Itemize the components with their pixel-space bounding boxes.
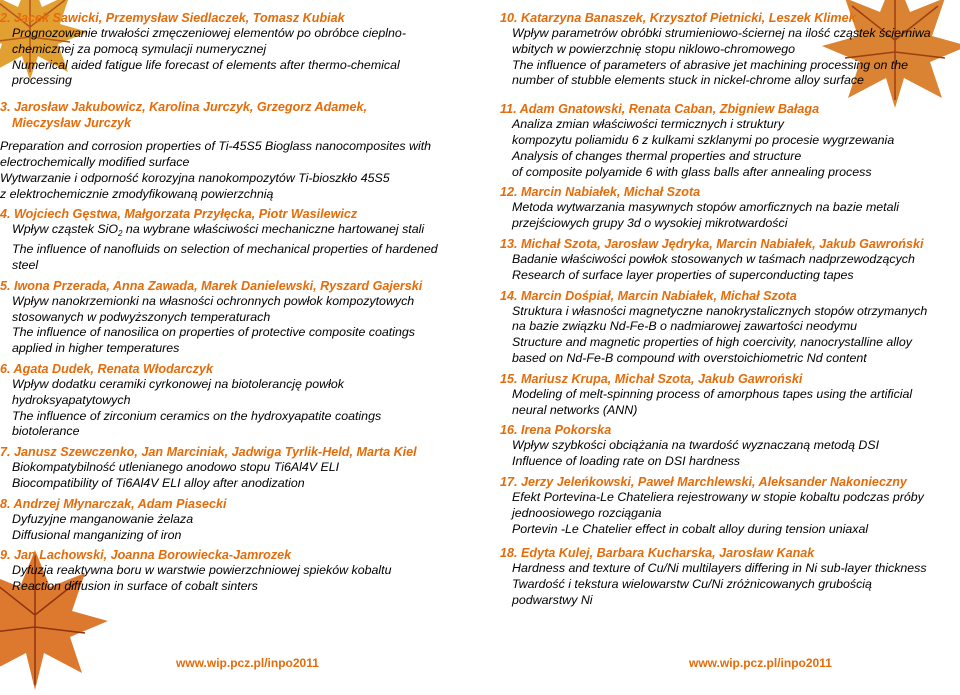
entry-header: 6. Agata Dudek, Renata Włodarczyk xyxy=(0,361,213,376)
entry-line: Analysis of changes thermal properties and structure xyxy=(512,148,802,163)
entry-9 xyxy=(0,547,476,595)
entry-5 xyxy=(0,278,476,357)
entry-line: na bazie związku Nd-Fe-B o nadmiarowej zawartości neodymu xyxy=(512,319,858,334)
footer-link-left[interactable]: www.wip.pcz.pl/inpo2011 xyxy=(176,656,319,670)
entry-2 xyxy=(0,10,476,89)
entry-line: Wpływ dodatku ceramiki cyrkonowej na biotolerancję powłok xyxy=(12,376,344,391)
entry-line: processing xyxy=(12,73,72,88)
entry-header: 9. Jan Lachowski, Joanna Borowiecka-Jamrozek xyxy=(0,548,292,563)
entry-line: Prognozowanie trwałości zmęczeniowej elementów po obróbce cieplno- xyxy=(12,26,406,40)
entry-header: 14. Marcin Dośpiał, Marcin Nabiałek, Michał Szota xyxy=(500,288,797,303)
entry-line: The influence of nanofluids on selection of mechanical properties of hardened xyxy=(12,242,438,257)
entry-line: wbitych w powierzchnię stopu niklowo-chromowego xyxy=(512,41,796,56)
entry-line: Numerical aided fatigue life forecast of elements after thermo-chemical xyxy=(12,57,400,72)
entry-line: Preparation and corrosion properties of Ti-45S5 Bioglass nanocomposites with xyxy=(0,139,432,154)
entry-13 xyxy=(500,236,952,284)
entry-line: hydroksyapatytowych xyxy=(12,392,131,407)
entry-header: 7. Janusz Szewczenko, Jan Marciniak, Jadwiga Tyrlik-Held, Marta Kiel xyxy=(0,445,417,460)
entry-line: Influence of loading rate on DSI hardness xyxy=(512,454,740,469)
entry-header: 15. Mariusz Krupa, Michał Szota, Jakub Gawroński xyxy=(500,371,803,386)
entry-line: z elektrochemicznie zmodyfikowaną powierzchnią xyxy=(0,186,274,201)
entry-header: 18. Edyta Kulej, Barbara Kucharska, Jarosław Kanak xyxy=(500,546,815,561)
entry-line: The influence of nanosilica on properties of protective composite coatings xyxy=(12,325,415,340)
entry-line: biotolerance xyxy=(12,424,80,439)
entry-line: Badanie właściwości powłok stosowanych w taśmach nadprzewodzących xyxy=(512,251,915,266)
entry-6 xyxy=(0,361,476,440)
entry-line: Hardness and texture of Cu/Ni multilayers differing in Ni sub-layer thickness xyxy=(512,561,927,576)
entry-line: Dyfuzyjne manganowanie żelaza xyxy=(12,511,194,526)
entry-3 xyxy=(0,99,476,202)
entry-line: Wpływ nanokrzemionki na własności ochronnych powłok kompozytowych xyxy=(12,293,415,308)
entry-line: of composite polyamide 6 with glass balls after annealing process xyxy=(512,164,872,179)
entry-line: Struktura i własności magnetyczne nanokrystalicznych stopów otrzymanych xyxy=(512,303,928,318)
entry-line xyxy=(0,222,476,242)
entry-line: steel xyxy=(12,257,39,272)
entry-line: podwarstwy Ni xyxy=(512,592,593,607)
right-column xyxy=(500,10,952,613)
entry-7 xyxy=(0,444,476,492)
entry-8 xyxy=(0,496,476,544)
entry-17 xyxy=(500,474,952,537)
entry-header: 3. Jarosław Jakubowicz, Karolina Jurczyk, Grzegorz Adamek, xyxy=(0,100,367,115)
entry-line: Reaction diffusion in surface of cobalt sinters xyxy=(12,579,258,594)
entry-line: Efekt Portevina-Le Chateliera rejestrowany w stopie kobaltu podczas próby xyxy=(512,489,924,504)
footer-link-right[interactable]: www.wip.pcz.pl/inpo2011 xyxy=(689,656,832,670)
entry-header: 10. Katarzyna Banaszek, Krzysztof Pietnicki, Leszek Klimek xyxy=(500,11,856,25)
left-column xyxy=(0,10,476,599)
entry-header: 13. Michał Szota, Jarosław Jędryka, Marcin Nabiałek, Jakub Gawroński xyxy=(500,236,924,251)
entry-line: Analiza zmian właściwości termicznych i struktury xyxy=(512,117,784,132)
entry-line: Metoda wytwarzania masywnych stopów amorficznych na bazie metali xyxy=(512,200,900,215)
entry-line: kompozytu poliamidu 6 z kulkami szklanymi po procesie wygrzewania xyxy=(512,132,895,147)
entry-11 xyxy=(500,101,952,180)
entry-line: Wytwarzanie i odporność korozyjna nanokompozytów Ti-bioszkło 45S5 xyxy=(0,170,390,185)
entry-line: Biokompatybilność utlenianego anodowo stopu Ti6Al4V ELI xyxy=(12,460,340,475)
entry-14 xyxy=(500,288,952,367)
entry-line: Wpływ parametrów obróbki strumieniowo-ściernej na ilość cząstek ścierniwa xyxy=(512,26,931,40)
entry-header: 11. Adam Gnatowski, Renata Caban, Zbigniew Bałaga xyxy=(500,102,820,117)
entry-line: neural networks (ANN) xyxy=(512,402,638,417)
entry-15 xyxy=(500,371,952,419)
entry-line: Wpływ szybkości obciążania na twardość wyznaczaną metodą DSI xyxy=(512,438,880,453)
entry-line: The influence of parameters of abrasive jet machining processing on the xyxy=(512,57,909,72)
entry-header: 16. Irena Pokorska xyxy=(500,423,612,438)
entry-header: 4. Wojciech Gęstwa, Małgorzata Przyłęcka, Piotr Wasilewicz xyxy=(0,207,358,222)
entry-line: Dyfuzja reaktywna boru w warstwie powierzchniowej spieków kobaltu xyxy=(12,563,392,578)
entry-line: Twardość i tekstura wielowarstw Cu/Ni zróżnicowanych grubością xyxy=(512,577,872,592)
subscript: 2 xyxy=(118,229,123,239)
entry-line: Structure and magnetic properties of high coercivity, nanocrystalline alloy xyxy=(512,335,912,350)
entry-header-continued: Mieczysław Jurczyk xyxy=(12,116,132,131)
entry-line: przejściowych grupy 3d o wysokiej mikrotwardości xyxy=(512,216,788,231)
entry-header: 2. Jacek Sawicki, Przemysław Siedlaczek, Tomasz Kubiak xyxy=(0,11,345,25)
entry-line: based on Nd-Fe-B compound with overstoichiometric Nd content xyxy=(512,350,867,365)
entry-header: 12. Marcin Nabiałek, Michał Szota xyxy=(500,185,701,200)
entry-line: Modeling of melt-spinning process of amorphous tapes using the artificial xyxy=(512,386,913,401)
entry-line: number of stubble elements stuck in nickel-chrome alloy surface xyxy=(512,73,864,88)
entry-line: applied in higher temperatures xyxy=(12,341,180,356)
entry-16 xyxy=(500,422,952,470)
entry-line: Biocompatibility of Ti6Al4V ELI alloy after anodization xyxy=(12,475,305,490)
entry-line-part: na wybrane właściwości mechaniczne hartowanej stali xyxy=(122,222,425,237)
entry-line: The influence of zirconium ceramics on the hydroxyapatite coatings xyxy=(12,408,382,423)
entry-header: 8. Andrzej Młynarczak, Adam Piasecki xyxy=(0,496,227,511)
entry-12 xyxy=(500,184,952,232)
entry-header: 17. Jerzy Jeleńkowski, Paweł Marchlewski, Aleksander Nakonieczny xyxy=(500,474,907,489)
entry-line-part: Wpływ cząstek SiO xyxy=(12,222,119,237)
entry-10 xyxy=(500,10,952,89)
entry-line: stosowanych w podwyższonych temperaturach xyxy=(12,309,271,324)
entry-line: Research of surface layer properties of superconducting tapes xyxy=(512,267,854,282)
entry-4 xyxy=(0,206,476,273)
entry-line: electrochemically modified surface xyxy=(0,154,190,169)
entry-line: chemicznej za pomocą symulacji numerycznej xyxy=(12,41,267,56)
entry-line: jednoosiowego rozciągania xyxy=(512,505,662,520)
entry-18 xyxy=(500,545,952,608)
entry-line: Portevin -Le Chatelier effect in cobalt alloy during tension uniaxal xyxy=(512,521,869,536)
entry-line: Diffusional manganizing of iron xyxy=(12,527,182,542)
entry-header: 5. Iwona Przerada, Anna Zawada, Marek Danielewski, Ryszard Gajerski xyxy=(0,278,423,293)
